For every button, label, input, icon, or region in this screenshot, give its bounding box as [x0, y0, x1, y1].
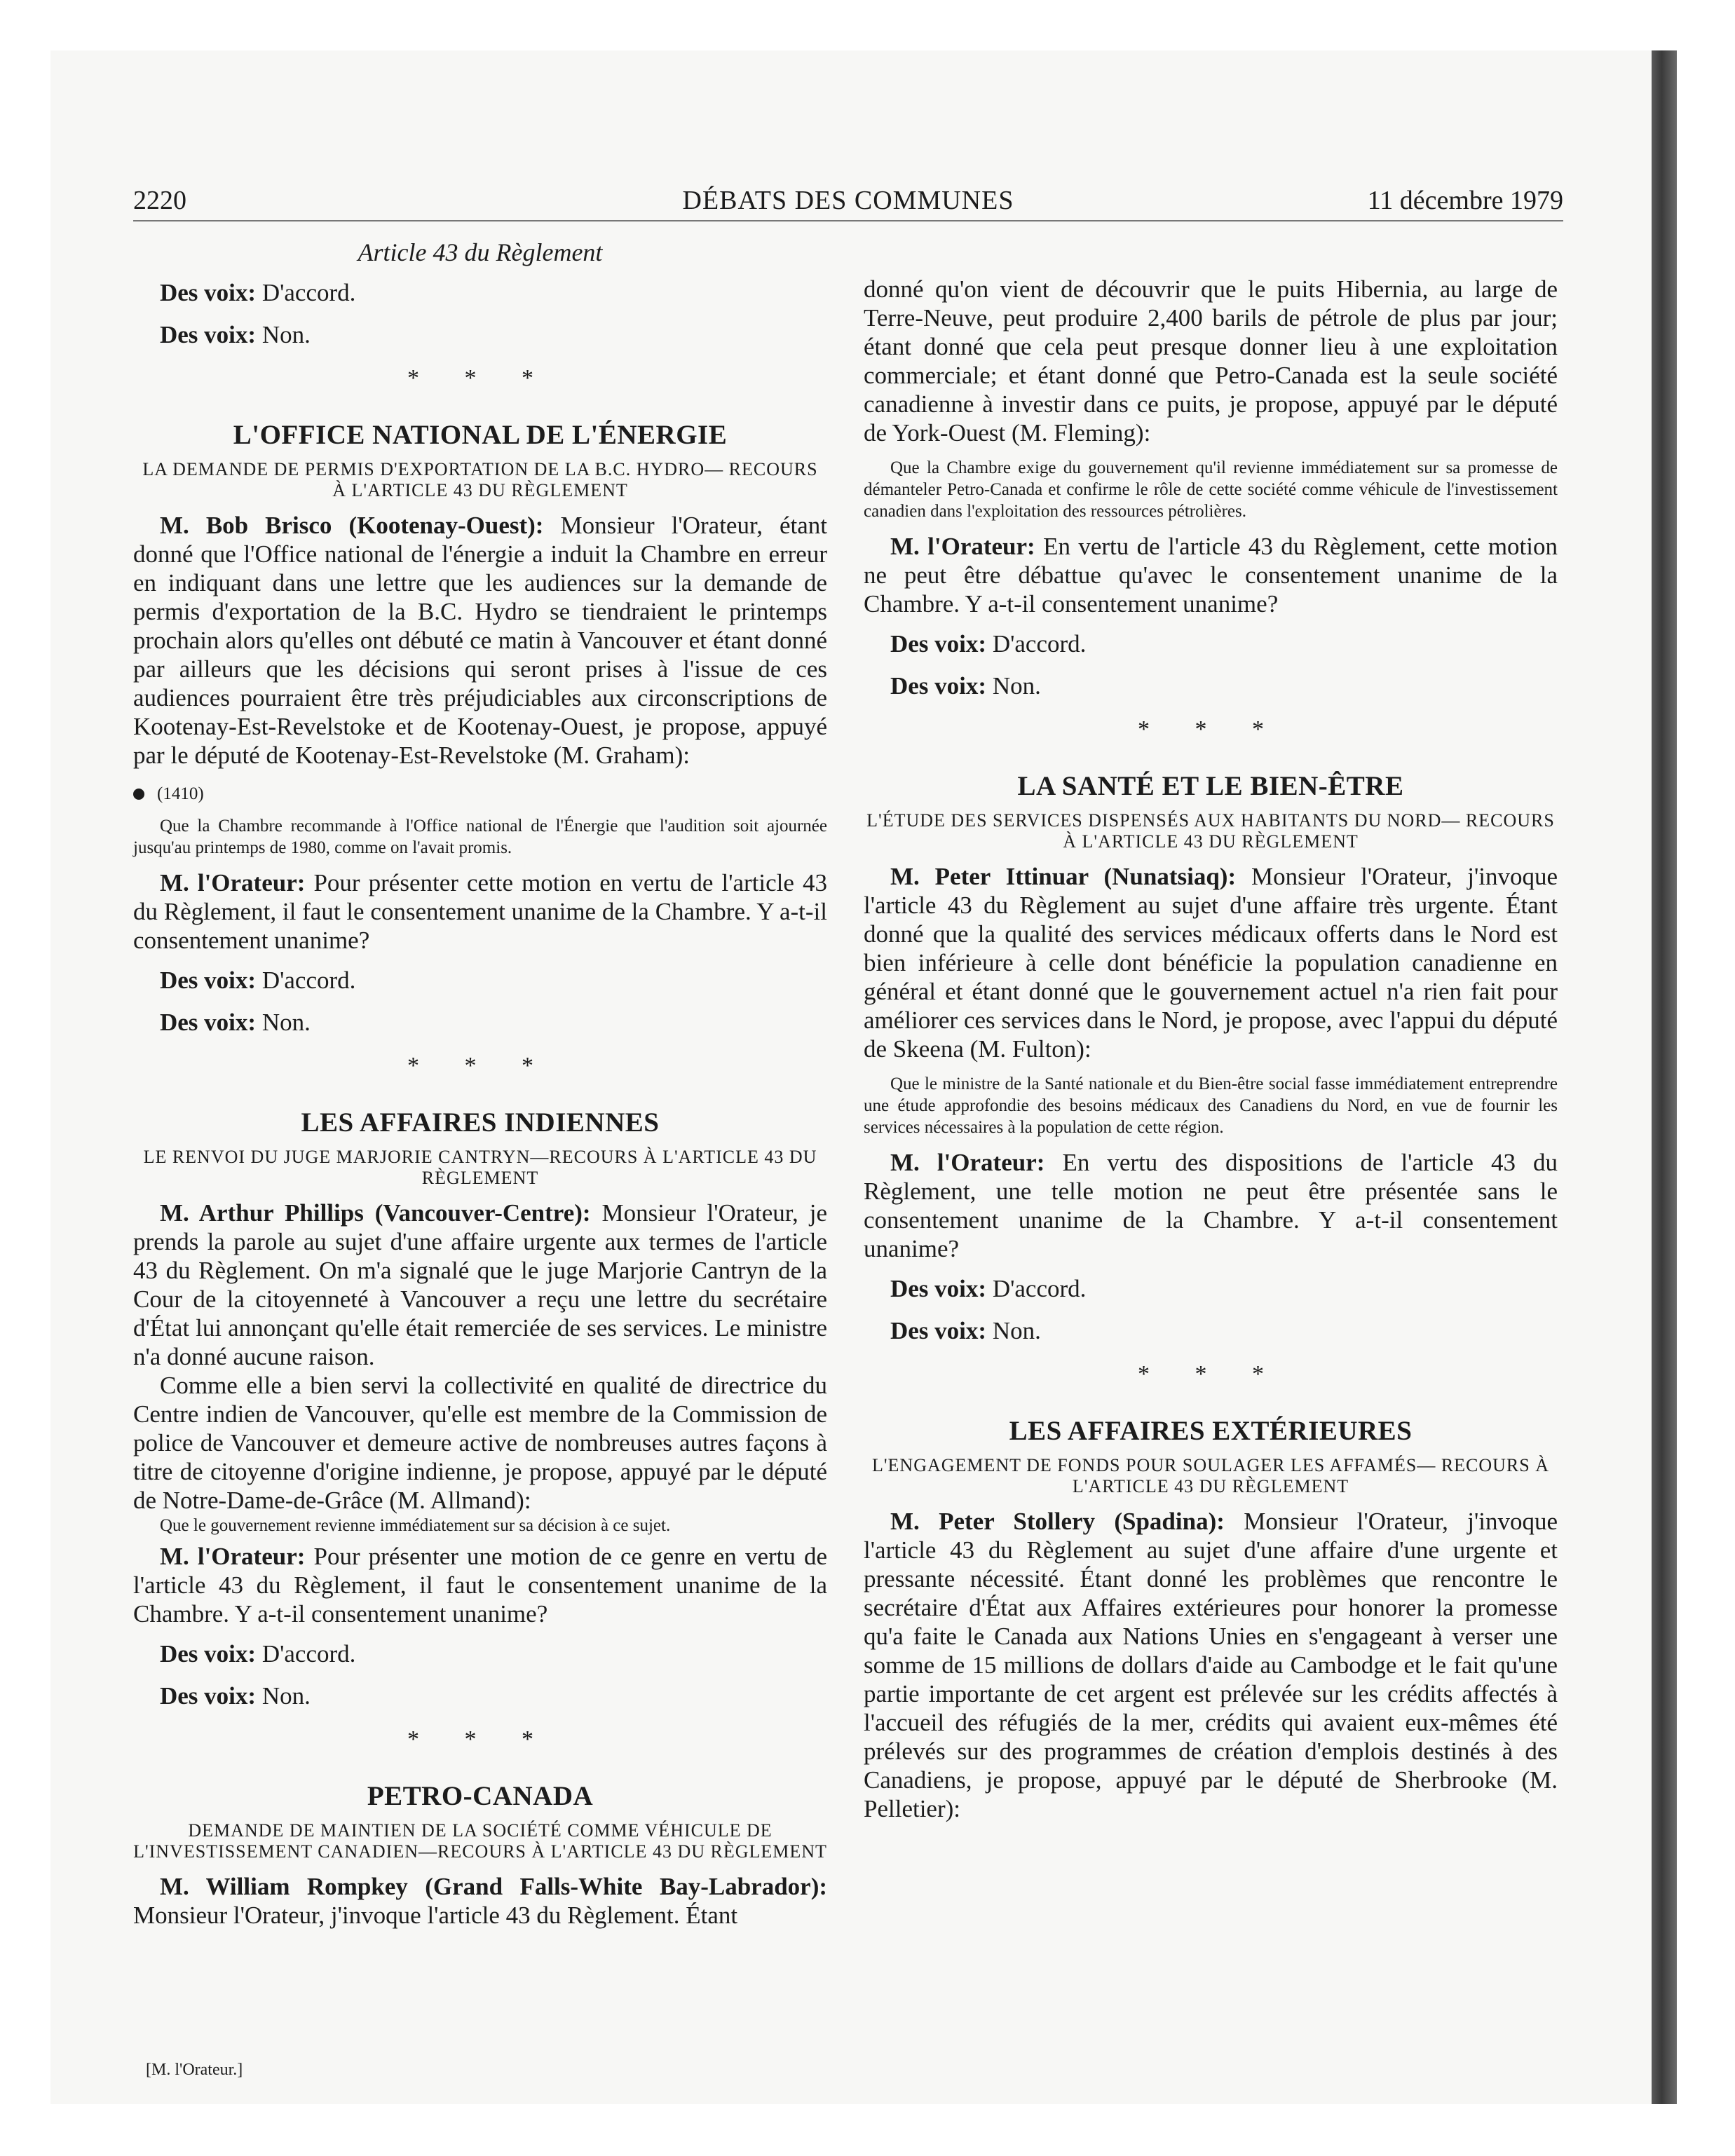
vote-line: Des voix: Non.	[890, 672, 1041, 700]
motion-text: Que le gouvernement revienne immédiatement sur sa décision à ce sujet.	[160, 1516, 671, 1535]
speech-paragraph: M. l'Orateur: En vertu des dispositions de l'article 43 du Règlement, une telle motion ne peut être présentée sans le consentement unanime de la Chambre. Y a-t-il consentement unanime?	[864, 1149, 1558, 1262]
vote-line: Des voix: Non.	[160, 321, 311, 348]
section-separator: * * *	[407, 1726, 553, 1752]
page-header	[133, 185, 1563, 221]
footer-note: [M. l'Orateur.]	[146, 2061, 243, 2079]
left-column	[133, 238, 827, 1930]
vote-line: Des voix: D'accord.	[160, 1640, 356, 1667]
section-subheading: LE RENVOI DU JUGE MARJORIE CANTRYN—RECOURS À L'ARTICLE 43 DU RÈGLEMENT	[143, 1147, 817, 1188]
section-subheading: LA DEMANDE DE PERMIS D'EXPORTATION DE LA B.C. HYDRO— RECOURS À L'ARTICLE 43 DU RÈGLEMENT	[142, 459, 818, 500]
publication-title: DÉBATS DES COMMUNES	[682, 186, 1014, 215]
speech-paragraph: donné qu'on vient de découvrir que le puits Hibernia, au large de Terre-Neuve, peut produire 2,400 barils de pétrole de plus par jour; étant donné que cela peut presque donner lieu à une exploitation commerciale; et étant donné que Petro-Canada est la seule société canadienne à investir dans ce puits, je propose, appuyé par le député de York-Ouest (M. Fleming):	[864, 275, 1558, 446]
vote-line: Des voix: D'accord.	[890, 1275, 1087, 1302]
section-heading: LA SANTÉ ET LE BIEN-ÊTRE	[1017, 771, 1404, 801]
section-subheading: DEMANDE DE MAINTIEN DE LA SOCIÉTÉ COMME VÉHICULE DE L'INVESTISSEMENT CANADIEN—RECOURS À L'ARTICLE 43 DU RÈGLEMENT	[133, 1820, 827, 1862]
vote-line: Des voix: D'accord.	[160, 967, 356, 994]
speech-paragraph: Comme elle a bien servi la collectivité en qualité de directrice du Centre indien de Vancouver, qu'elle est membre de la Commission de police de Vancouver et demeure active de nombreuses autres façons à titre de citoyenne d'origine indienne, je propose, appuyé par le député de Notre-Dame-de-Grâce (M. Allmand):	[133, 1372, 827, 1514]
section-heading: L'OFFICE NATIONAL DE L'ÉNERGIE	[233, 420, 728, 450]
vote-line: Des voix: Non.	[160, 1682, 311, 1710]
section-subheading: L'ENGAGEMENT DE FONDS POUR SOULAGER LES AFFAMÉS— RECOURS À L'ARTICLE 43 DU RÈGLEMENT	[871, 1455, 1550, 1496]
scan-edge	[1652, 50, 1677, 2104]
speech-paragraph: M. l'Orateur: Pour présenter cette motion en vertu de l'article 43 du Règlement, il faut le consentement unanime de la Chambre. Y a-t-il consentement unanime?	[133, 869, 827, 954]
section-separator: * * *	[407, 365, 553, 391]
section-separator: * * *	[1138, 716, 1284, 742]
section-heading: LES AFFAIRES EXTÉRIEURES	[1009, 1416, 1413, 1446]
speech-paragraph: M. Peter Stollery (Spadina): Monsieur l'Orateur, j'invoque l'article 43 du Règlement au sujet d'une affaire d'une urgente et pressante nécessité. Étant donné les problèmes que rencontre le secrétaire d'État aux Affaires extérieures pour honorer la promesse qu'a faite le Canada aux Nations Unies en s'engageant à verser une somme de 15 millions de dollars d'aide au Cambodge et le fait qu'une partie importante de cet argent est prélevée sur les crédits affectés à l'accueil des réfugiés de la mer, crédits qui avaient eux-mêmes été prélevés sur des programmes de création d'emplois destinés à des Canadiens, je propose, appuyé par le député de Sherbrooke (M. Pelletier):	[864, 1508, 1558, 1822]
bullet-icon	[133, 789, 144, 800]
speech-paragraph: M. Bob Brisco (Kootenay-Ouest): Monsieur l'Orateur, étant donné que l'Office national de l'énergie a induit la Chambre en erreur en indiquant dans une lettre que les audiences sur la demande de permis d'exportation de la B.C. Hydro se tiendraient le printemps prochain alors qu'elles ont débuté ce matin à Vancouver et étant donné par ailleurs que les décisions qui seront prises à l'issue de ces audiences pourraient être très préjudiciables aux circonscriptions de Kootenay-Est-Revelstoke et de Kootenay-Ouest, je propose, appuyé par le député de Kootenay-Est-Revelstoke (M. Graham):	[133, 512, 828, 769]
page-number: 2220	[133, 186, 186, 215]
speech-paragraph: M. l'Orateur: En vertu de l'article 43 du Règlement, cette motion ne peut être débattue qu'avec le consentement unanime de la Chambre. Y a-t-il consentement unanime?	[864, 533, 1558, 618]
vote-line: Des voix: D'accord.	[890, 630, 1087, 657]
vote-line: Des voix: D'accord.	[160, 279, 356, 306]
vote-line: Des voix: Non.	[160, 1009, 311, 1036]
motion-text: Que le ministre de la Santé nationale et du Bien-être social fasse immédiatement entreprendre une étude approfondie des besoins médicaux des Canadiens du Nord, en vue de fournir les services nécessaires à la population de cette région.	[864, 1074, 1558, 1137]
section-subheading: L'ÉTUDE DES SERVICES DISPENSÉS AUX HABITANTS DU NORD— RECOURS À L'ARTICLE 43 DU RÈGLEMENT	[866, 810, 1555, 852]
speech-paragraph: M. l'Orateur: Pour présenter une motion de ce genre en vertu de l'article 43 du Règlement, il faut le consentement unanime de la Chambre. Y a-t-il consentement unanime?	[133, 1543, 827, 1628]
article-reference: Article 43 du Règlement	[358, 238, 603, 266]
time-marker: (1410)	[133, 779, 827, 808]
page-date: 11 décembre 1979	[1367, 186, 1563, 215]
section-heading: LES AFFAIRES INDIENNES	[301, 1107, 660, 1138]
speech-paragraph: M. William Rompkey (Grand Falls-White Bay-Labrador): Monsieur l'Orateur, j'invoque l'article 43 du Règlement. Étant	[133, 1873, 827, 1929]
section-separator: * * *	[407, 1053, 553, 1079]
vote-line: Des voix: Non.	[890, 1317, 1041, 1344]
right-column	[864, 275, 1558, 1823]
motion-text: Que la Chambre exige du gouvernement qu'il revienne immédiatement sur sa promesse de démanteler Petro-Canada et confirme le rôle de cette société comme véhicule de l'investissement canadien dans l'exploitation des ressources pétrolières.	[864, 458, 1558, 521]
section-separator: * * *	[1138, 1361, 1284, 1387]
speech-paragraph: M. Arthur Phillips (Vancouver-Centre): Monsieur l'Orateur, je prends la parole au sujet d'une affaire urgente aux termes de l'article 43 du Règlement. On m'a signalé que le juge Marjorie Cantryn de la Cour de la citoyenneté à Vancouver a reçu une lettre du secrétaire d'État lui annonçant qu'elle était remerciée de ses services. Le ministre n'a donné aucune raison.	[133, 1199, 827, 1370]
speech-paragraph: M. Peter Ittinuar (Nunatsiaq): Monsieur l'Orateur, j'invoque l'article 43 du Règlement au sujet d'une affaire très urgente. Étant donné que la qualité des services médicaux offerts dans le Nord est bien inférieure à celle dont bénéficie la population canadienne en général et étant donné que le gouvernement actuel n'a rien fait pour améliorer ces services dans le Nord, je propose, avec l'appui du député de Skeena (M. Fulton):	[864, 863, 1558, 1063]
motion-text: Que la Chambre recommande à l'Office national de l'Énergie que l'audition soit ajournée jusqu'au printemps de 1980, comme on l'avait promis.	[133, 817, 827, 857]
section-heading: PETRO-CANADA	[367, 1781, 594, 1811]
